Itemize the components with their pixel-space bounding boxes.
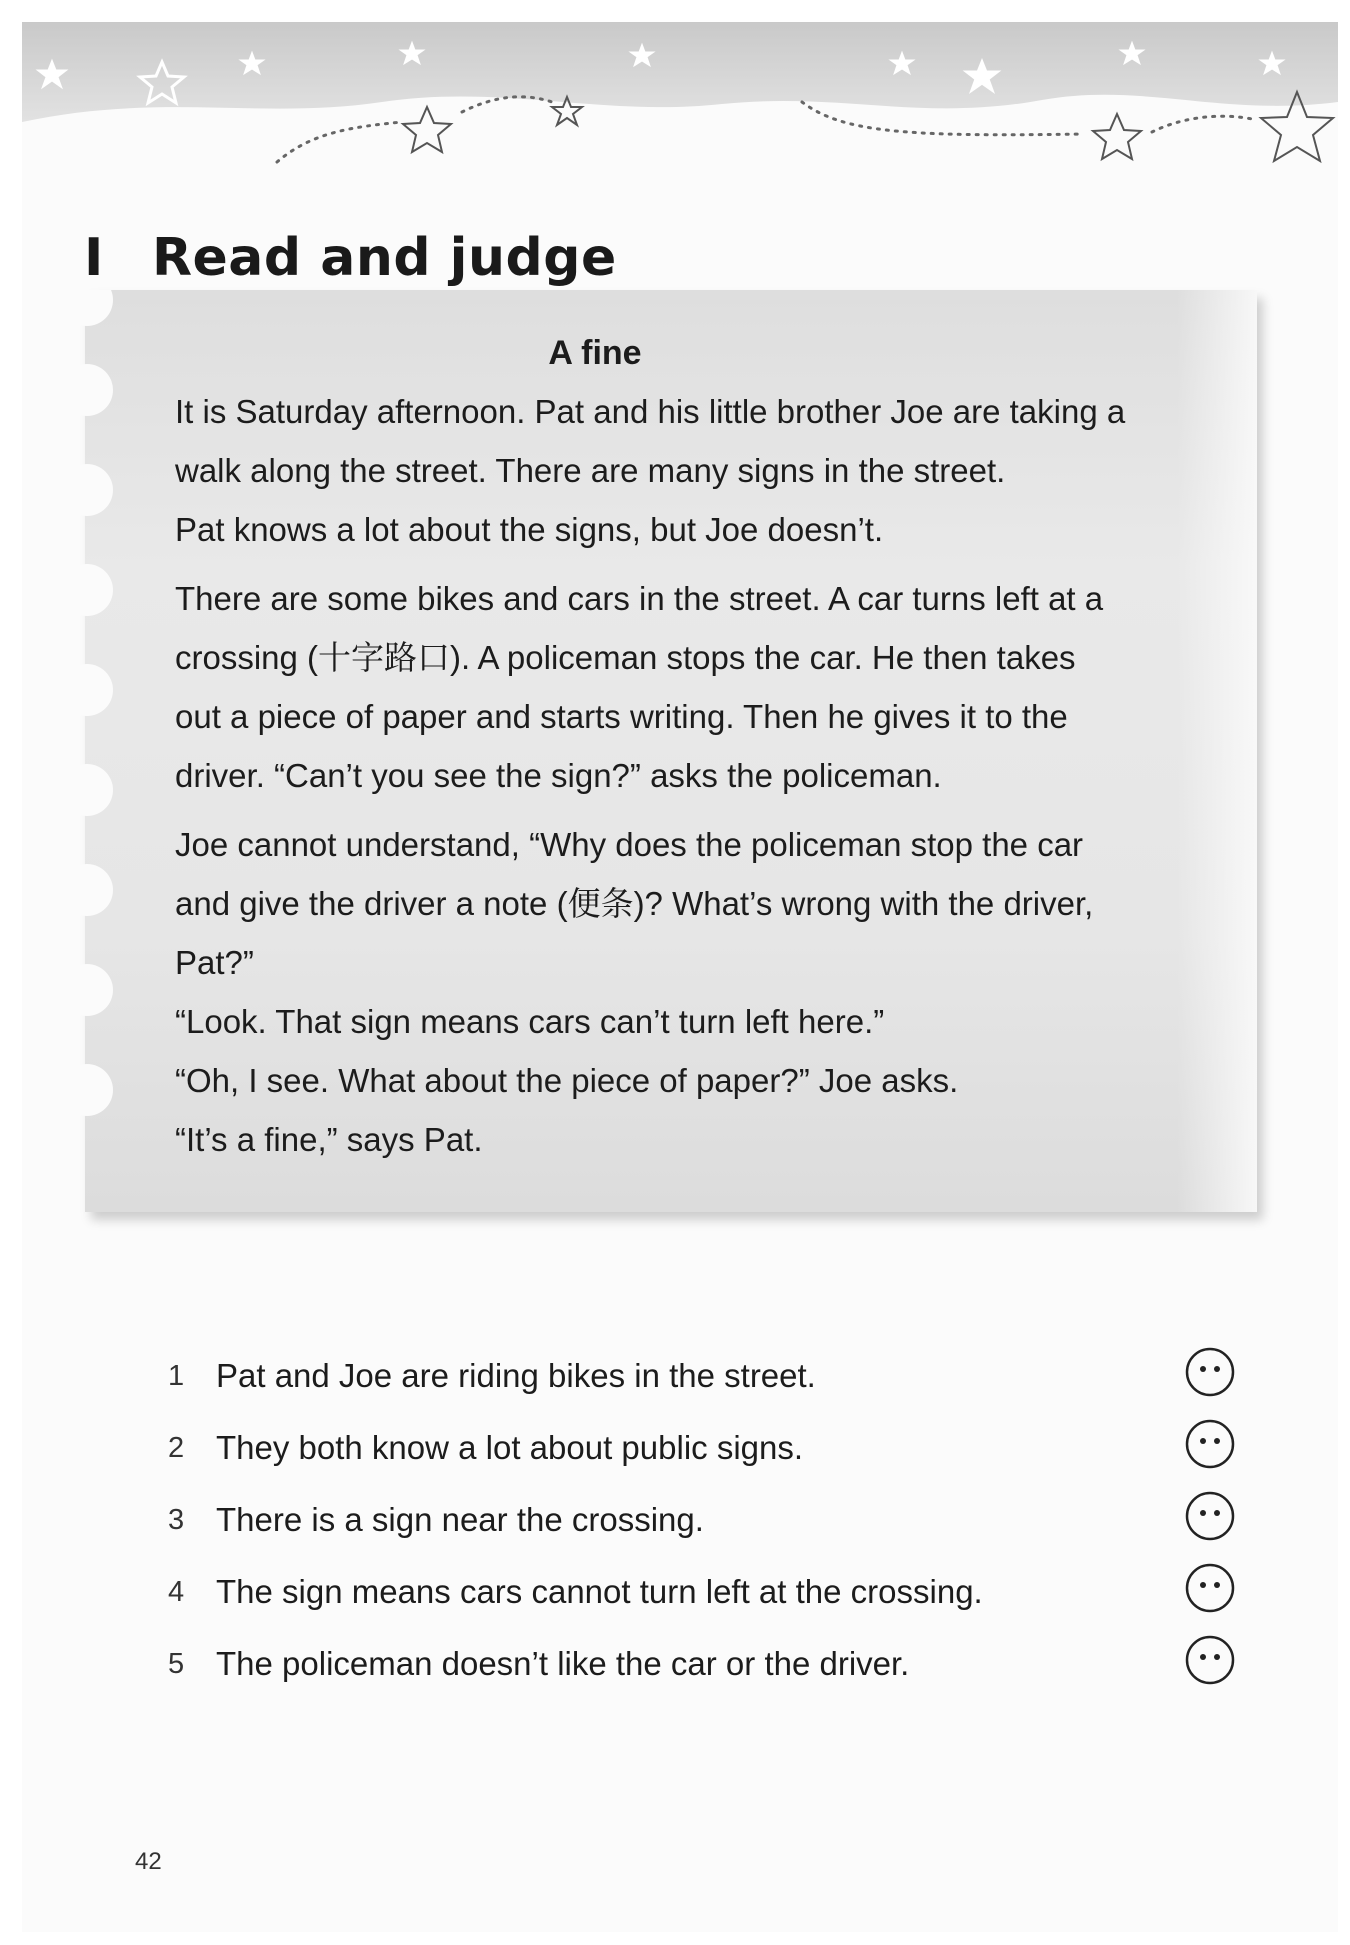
section-title: Read and judge [152,228,617,288]
question-row [168,1412,1258,1484]
question-number: 4 [168,1575,185,1608]
question-row [168,1340,1258,1412]
story-title: A fine [548,334,642,372]
question-number: 1 [168,1359,185,1392]
story-line: driver. “Can’t you see the sign?” asks the policeman. [175,757,942,794]
face-icon[interactable] [1184,1418,1236,1470]
question-number: 5 [168,1647,185,1680]
question-text: Pat and Joe are riding bikes in the street. [216,1357,816,1394]
question-row [168,1484,1258,1556]
question-text: There is a sign near the crossing. [216,1501,704,1538]
page-number: 42 [135,1848,162,1875]
story-text [175,324,1265,1169]
face-icon[interactable] [1184,1346,1236,1398]
question-number: 3 [168,1503,185,1536]
section-heading [84,228,617,288]
story-line: “Look. That sign means cars can’t turn left here.” [175,1003,885,1040]
story-line: Pat?” [175,944,254,981]
story-paragraph-2 [175,569,1265,805]
story-line: “It’s a fine,” says Pat. [175,1121,483,1158]
story-paragraph-3 [175,815,1265,1169]
judge-questions [168,1340,1258,1700]
story-line: It is Saturday afternoon. Pat and his little brother Joe are taking a [175,393,1126,430]
face-icon[interactable] [1184,1490,1236,1542]
workbook-page [22,22,1338,1932]
question-row [168,1556,1258,1628]
question-text: The sign means cars cannot turn left at the crossing. [216,1573,983,1610]
story-line: out a piece of paper and starts writing. Then he gives it to the [175,698,1068,735]
binder-holes [65,290,135,1212]
face-icon[interactable] [1184,1634,1236,1686]
story-line: crossing (十字路口). A policeman stops the car. He then takes [175,639,1076,676]
story-line: and give the driver a note (便条)? What’s wrong with the driver, [175,885,1094,922]
question-text: The policeman doesn’t like the car or the driver. [216,1645,910,1682]
star-banner [22,22,1338,192]
question-number: 2 [168,1431,185,1464]
story-line: “Oh, I see. What about the piece of paper?” Joe asks. [175,1062,959,1099]
story-paragraph-1 [175,382,1265,559]
story-line: Pat knows a lot about the signs, but Joe doesn’t. [175,511,884,548]
face-icon[interactable] [1184,1562,1236,1614]
story-line: Joe cannot understand, “Why does the policeman stop the car [175,826,1084,863]
question-text: They both know a lot about public signs. [216,1429,804,1466]
story-line: walk along the street. There are many signs in the street. [175,452,1006,489]
section-number: I [84,228,104,288]
story-line: There are some bikes and cars in the street. A car turns left at a [175,580,1104,617]
question-row [168,1628,1258,1700]
